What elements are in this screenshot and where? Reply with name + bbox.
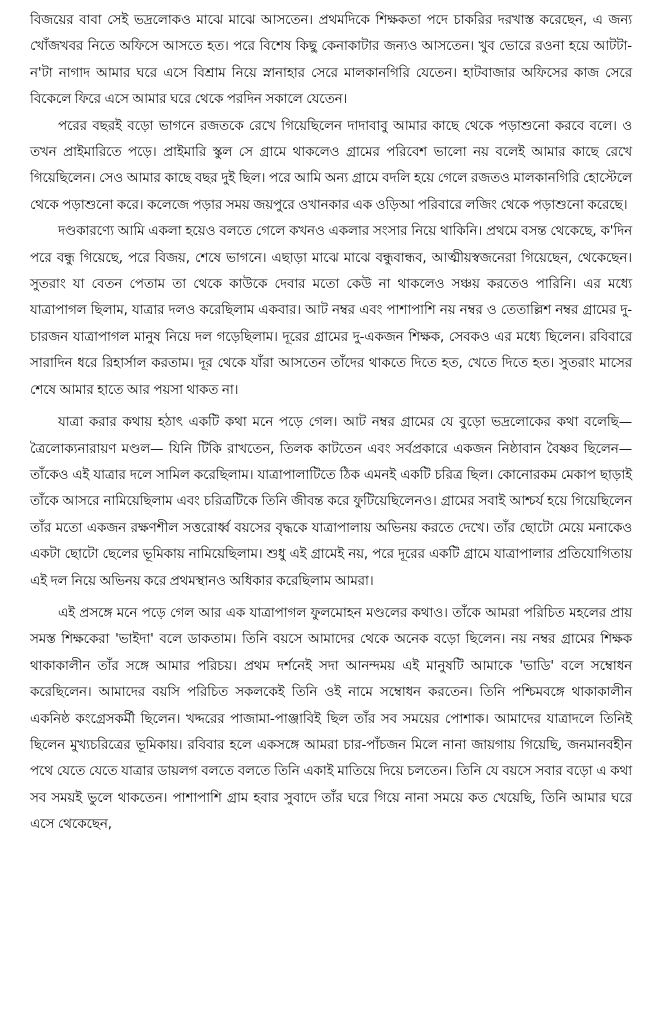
paragraph-1: বিজয়ের বাবা সেই ভদ্রলোকও মাঝে মাঝে আসতেন। প্রথমদিকে শিক্ষকতা পদে চাকরির দরখাস্ত করেছেন, এ জন্য খোঁজখবর নিতে অফিসে আসতে হত। পরে বিশেষ কিছু কেনাকাটার জন্যও আসতেন। খুব ভোরে রওনা হয়ে আটটা-ন'টা নাগাদ আমার ঘরে এসে বিশ্রাম নিয়ে স্নানাহার সেরে মালকানগিরি যেতেন। হাটবাজার অফিসের কাজ সেরে বিকেলে ফিরে এসে আমার ঘরে থেকে পরদিন সকালে যেতেন। [30, 13, 632, 108]
paragraph-4: যাত্রা করার কথায় হঠাৎ একটি কথা মনে পড়ে গেল। আট নম্বর গ্রামের যে বুড়ো ভদ্রলোকের কথা বলেছি— ত্রৈলোক্যনারায়ণ মণ্ডল— যিনি টিকি রাখতেন, তিলক কাটতেন এবং সর্বপ্রকারে একজন নিষ্ঠাবান বৈষ্ণব ছিলেন— তাঁকেও এই যাত্রার দলে সামিল করেছিলাম। যাত্রাপালাটিতে ঠিক এমনই একটি চরিত্র ছিল। কোনোরকম মেকাপ ছাড়াই তাঁকে আসরে নামিয়েছিলাম এবং চরিত্রটিকে তিনি জীবন্ত করে ফুটিয়েছিলেনও। গ্রামের সবাই আশ্চর্য হয়ে গিয়েছিলেন তাঁর মতো একজন রক্ষণশীল সত্তরোর্ধ্ব বয়সের বৃদ্ধকে যাত্রাপালায় অভিনয় করতে দেখে। তাঁর ছোটো মেয়ে মনাকেও একটা ছোটো ছেলের ভূমিকায় নামিয়েছিলাম। শুধু এই গ্রামেই নয়, পরে দূরের একটি গ্রামে যাত্রাপালার প্রতিযোগিতায় এই দল নিয়ে অভিনয় করে প্রথমস্থানও অধিকার করেছিলাম আমরা। [30, 415, 632, 589]
document-page [30, 8, 632, 1012]
paragraph-5: এই প্রসঙ্গে মনে পড়ে গেল আর এক যাত্রাপাগল ফুলমোহন মণ্ডলের কথাও। তাঁকে আমরা পরিচিত মহলের প্রায় সমস্ত শিক্ষকেরা 'ভাইদা' বলে ডাকতাম। তিনি বয়সে আমাদের থেকে অনেক বড়ো ছিলেন। নয় নম্বর গ্রামের শিক্ষক থাকাকালীন তাঁর সঙ্গে আমার পরিচয়। প্রথম দর্শনেই সদা আনন্দময় এই মানুষটি আমাকে 'ভাডি' বলে সম্বোধন করেছিলেন। আমাদের বয়সি পরিচিত সকলকেই তিনি ওই নামে সম্বোধন করতেন। তিনি পশ্চিমবঙ্গে থাকাকালীন একনিষ্ঠ কংগ্রেসকর্মী ছিলেন। খদ্দরের পাজামা-পাঞ্জাবিই ছিল তাঁর সব সময়ের পোশাক। আমাদের যাত্রাদলে তিনিই ছিলেন মুখ্যচরিত্রের ভূমিকায়। রবিবার হলে একসঙ্গে আমরা চার-পাঁচজন মিলে নানা জায়গায় গিয়েছি, জনমানবহীন পথে যেতে যেতে যাত্রার ডায়লগ বলতে বলতে তিনি একাই মাতিয়ে দিয়ে চলতেন। তিনি যে বয়সে সবার বড়ো এ কথা সব সময়ই ভুলে থাকতেন। পাশাপাশি গ্রাম হবার সুবাদে তাঁর ঘরে গিয়ে নানা সময়ে কত খেয়েছি, তিনি আমার ঘরে এসে থেকেছেন, [30, 605, 632, 833]
paragraph-2: পরের বছরই বড়ো ভাগনে রজতকে রেখে গিয়েছিলেন দাদাবাবু আমার কাছে থেকে পড়াশুনো করবে বলে। ও তখন প্রাইমারিতে পড়ে। প্রাইমারি স্কুল সে গ্রামে থাকলেও গ্রামের পরিবেশ ভালো নয় বলেই আমার কাছে রেখে গিয়েছিলেন। সেও আমার কাছে বছর দুই ছিল। পরে আমি অন্য গ্রামে বদলি হয়ে গেলে রজতও মালকানগিরি হোস্টেলে থেকে পড়াশুনো করে। কলেজে পড়ার সময় জয়পুরে ওখানকার এক ওড়িআ পরিবারে লজিং থেকে পড়াশুনো করেছে। [30, 118, 632, 213]
paragraph-3: দণ্ডকারণ্যে আমি একলা হয়েও বলতে গেলে কখনও একলার সংসার নিয়ে থাকিনি। প্রথমে বসন্ত থেকেছে, ক'দিন পরে বন্ধু গিয়েছে, পরে বিজয়, শেষে ভাগনে। এছাড়া মাঝে মাঝে বন্ধুবান্ধব, আত্মীয়স্বজনেরা গিয়েছেন, থেকেছেন। সুতরাং যা বেতন পেতাম তা থেকে কাউকে দেবার মতো কেউ না থাকলেও সঞ্চয় করতেও পারিনি। এর মধ্যে যাত্রাপাগল ছিলাম, যাত্রার দলও করেছিলাম একবার। আট নম্বর এবং পাশাপাশি নয় নম্বর ও তেতাল্লিশ নম্বর গ্রামের দু-চারজন যাত্রাপাগল মানুষ নিয়ে দল গড়েছিলাম। দূরের গ্রামের দু-একজন শিক্ষক, সেবকও এর মধ্যে ছিলেন। রবিবারে সারাদিন ধরে রিহার্সাল করতাম। দূর থেকে যাঁরা আসতেন তাঁদের থাকতে দিতে হত, খেতে দিতে হত। সুতরাং মাসের শেষে আমার হাতে আর পয়সা থাকত না। [30, 224, 632, 398]
